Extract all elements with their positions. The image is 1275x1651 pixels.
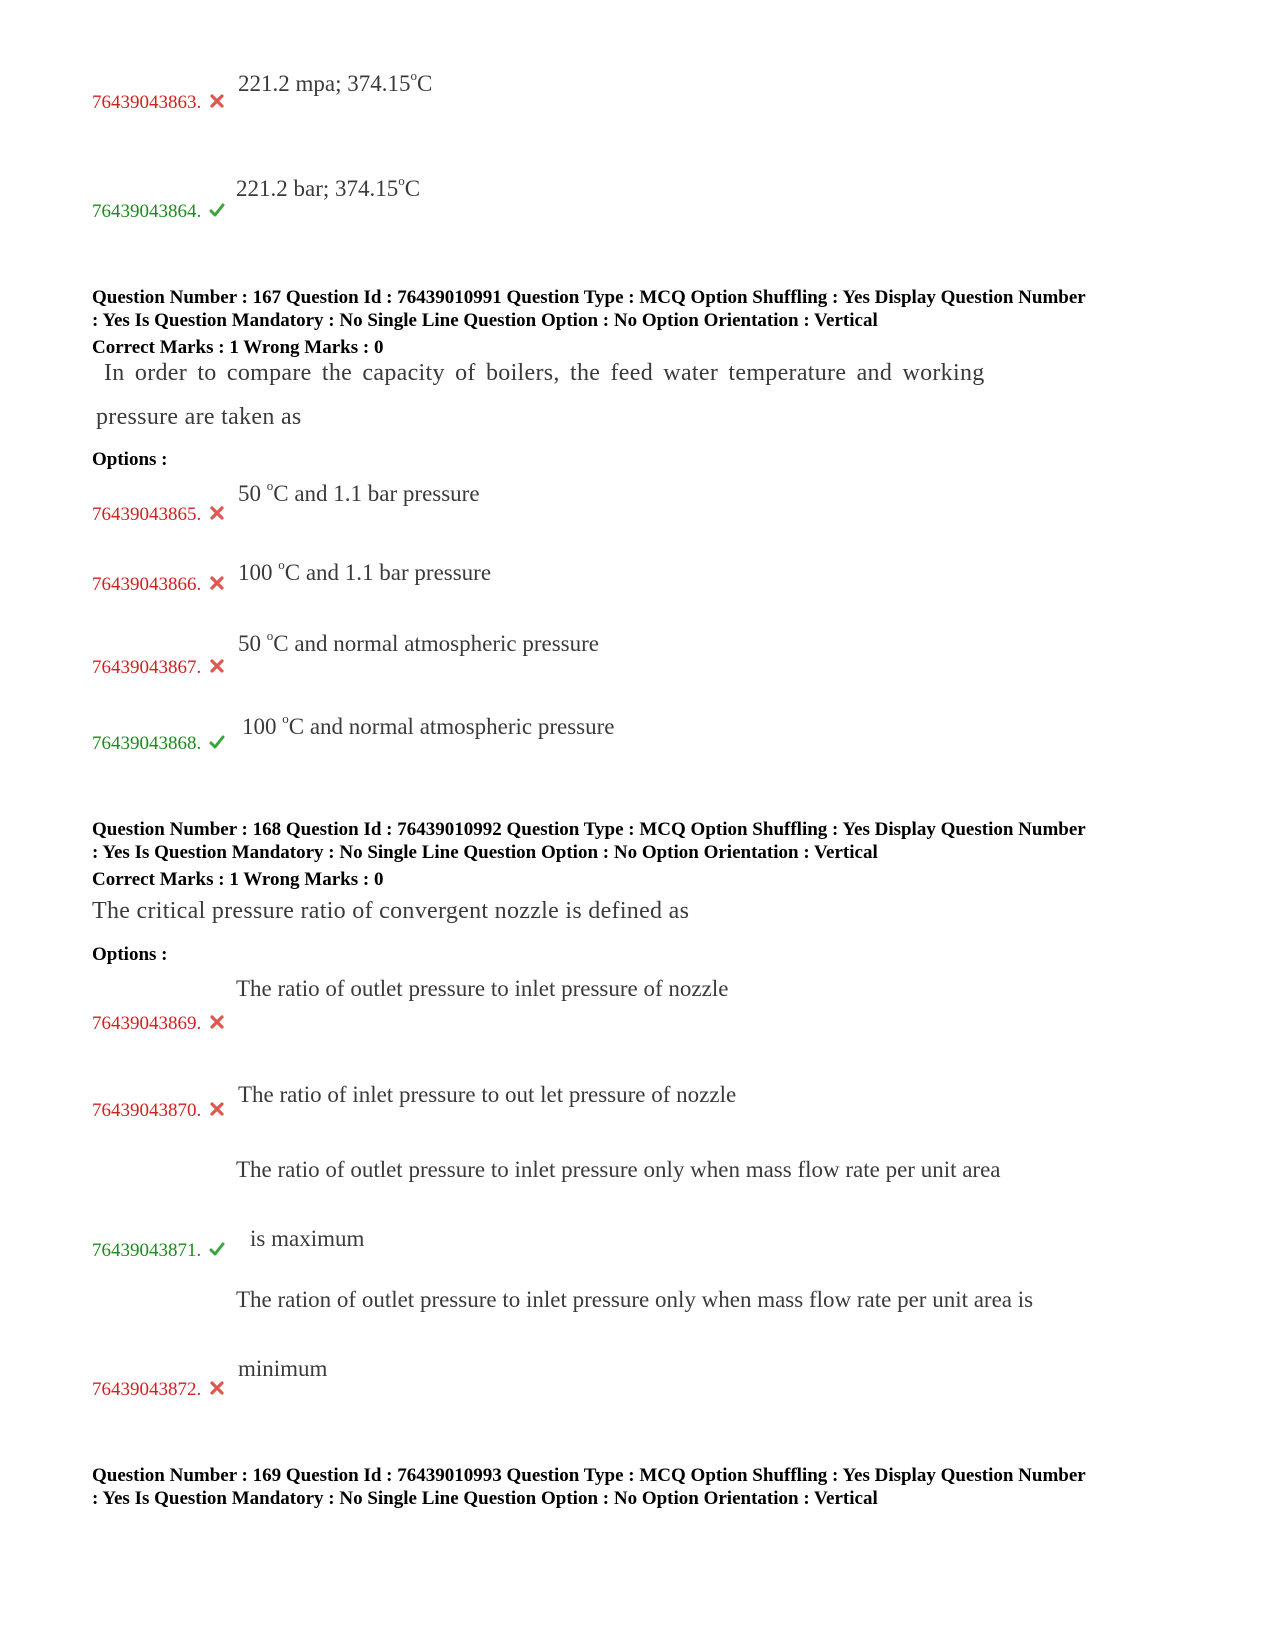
option-text: 100 $^o$C and 1.1 bar pressure <box>238 557 492 585</box>
option-text: 221.2 mpa; 374.15$^o$C <box>238 68 433 96</box>
cross-icon <box>209 658 225 674</box>
option-text: 50 $^o$C and 1.1 bar pressure <box>238 478 480 506</box>
option-id: 76439043863. <box>92 92 225 114</box>
question-meta-line1: Question Number : 169 Question Id : 76439010993 Question Type : MCQ Option Shuffling : Yes Display Question Number <box>92 1465 1086 1486</box>
question-meta-line2: : Yes Is Question Mandatory : No Single Line Question Option : No Option Orientation : Vertical <box>92 310 878 331</box>
option-text: 100 $^o$C and normal atmospheric pressure <box>242 711 615 739</box>
option-text: minimum <box>238 1356 328 1381</box>
question-meta-line1: Question Number : 168 Question Id : 76439010992 Question Type : MCQ Option Shuffling : Yes Display Question Number <box>92 819 1086 840</box>
cross-icon <box>209 93 225 109</box>
question-text: pressure are taken as <box>96 404 302 430</box>
check-icon <box>209 202 225 218</box>
options-label: Options : <box>92 944 168 965</box>
option-id: 76439043872. <box>92 1379 225 1401</box>
question-meta-line2: : Yes Is Question Mandatory : No Single Line Question Option : No Option Orientation : Vertical <box>92 1488 878 1509</box>
cross-icon <box>209 1014 225 1030</box>
option-id: 76439043869. <box>92 1013 225 1035</box>
option-text: The ration of outlet pressure to inlet pressure only when mass flow rate per unit area is <box>236 1287 1034 1312</box>
option-id: 76439043868. <box>92 733 225 755</box>
question-text: The critical pressure ratio of convergent nozzle is defined as <box>92 898 690 924</box>
option-id: 76439043865. <box>92 504 225 526</box>
cross-icon <box>209 505 225 521</box>
option-id: 76439043871. <box>92 1240 225 1262</box>
option-text: The ratio of outlet pressure to inlet pressure of nozzle <box>236 976 729 1001</box>
cross-icon <box>209 1101 225 1117</box>
check-icon <box>209 1241 225 1257</box>
option-text: 221.2 bar; 374.15$^o$C <box>236 173 421 201</box>
option-text: The ratio of outlet pressure to inlet pressure only when mass flow rate per unit area <box>236 1157 1001 1182</box>
option-text: 50 $^o$C and normal atmospheric pressure <box>238 628 599 656</box>
option-id: 76439043864. <box>92 201 225 223</box>
check-icon <box>209 734 225 750</box>
options-label: Options : <box>92 449 168 470</box>
question-marks: Correct Marks : 1 Wrong Marks : 0 <box>92 337 384 358</box>
question-marks: Correct Marks : 1 Wrong Marks : 0 <box>92 869 384 890</box>
option-text: is maximum <box>250 1226 365 1251</box>
question-meta-line2: : Yes Is Question Mandatory : No Single Line Question Option : No Option Orientation : Vertical <box>92 842 878 863</box>
option-id: 76439043867. <box>92 657 225 679</box>
question-text: In order to compare the capacity of boilers, the feed water temperature and working <box>104 360 985 386</box>
option-id: 76439043870. <box>92 1100 225 1122</box>
cross-icon <box>209 575 225 591</box>
option-id: 76439043866. <box>92 574 225 596</box>
cross-icon <box>209 1380 225 1396</box>
option-text: The ratio of inlet pressure to out let pressure of nozzle <box>238 1082 737 1107</box>
question-meta-line1: Question Number : 167 Question Id : 76439010991 Question Type : MCQ Option Shuffling : Yes Display Question Number <box>92 287 1086 308</box>
